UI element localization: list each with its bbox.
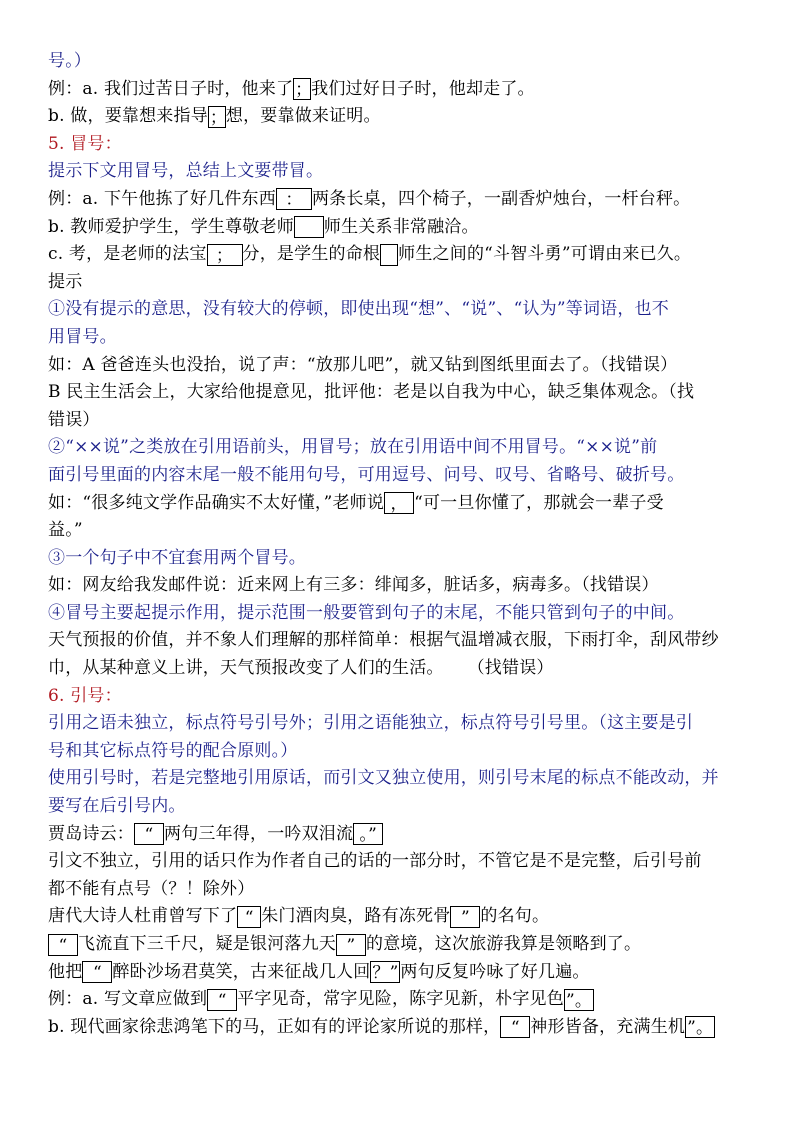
document-page <box>48 48 778 1041</box>
answer-box[interactable] <box>380 244 398 266</box>
text-line: 都不能有点号（？！除外） <box>48 878 255 899</box>
text-line: 他把 “ 醉卧沙场君莫笑，古来征战几人回 ？” 两句反复吟咏了好几遍。 <box>48 961 590 984</box>
text-line: 使用引号时，若是完整地引用原话，而引文又独立使用，则引号末尾的标点不能改动，并 <box>48 768 719 789</box>
text-line: 引文不独立，引用的话只作为作者自己的话的一部分时，不管它是不是完整，后引号前 <box>48 851 702 872</box>
answer-box[interactable]: ？” <box>372 963 399 984</box>
text-line: b. 教师爱护学生，学生尊敬老师 师生关系非常融洽。 <box>48 216 479 237</box>
answer-box[interactable]: ”。 <box>687 1018 714 1039</box>
answer-box[interactable]: ”。 <box>565 990 593 1011</box>
section-heading: 6. 引号： <box>48 685 122 706</box>
text-line: 如：A 爸爸连头也没抬，说了声：“放那儿吧”，就又钻到图纸里面去了。（找错误） <box>48 354 678 375</box>
text-line: 号。） <box>48 51 92 71</box>
text-line: 巾，从某种意义上讲，天气预报改变了人们的生活。 （找错误） <box>48 658 554 679</box>
text-line: 引用之语未独立，标点符号引号外；引用之语能独立，标点符号引号里。（这主要是引 <box>48 713 694 734</box>
answer-box[interactable]: “ <box>207 989 237 1011</box>
answer-box[interactable] <box>294 216 324 238</box>
answer-box[interactable]: ” <box>450 906 480 928</box>
text-line: 如：网友给我发邮件说：近来网上有三多：绯闻多，脏话多，病毒多。（找错误） <box>48 575 659 596</box>
text-line: 例：a. 我们过苦日子时，他来了 ；我们过好日子时，他却走了。 <box>48 78 535 101</box>
text-line: 号和其它标点符号的配合原则。） <box>48 740 298 761</box>
text-line: 提示 <box>48 271 83 292</box>
answer-box[interactable]: ” <box>336 934 366 956</box>
text-line: ④冒号主要起提示作用，提示范围一般要管到句子的末尾，不能只管到句子的中间。 <box>48 602 685 623</box>
text-line: 例：a. 下午他拣了好几件东西 ： 两条长桌，四个椅子，一副香炉烛台，一杆台秤。 <box>48 188 691 211</box>
answer-box[interactable]: “ <box>500 1016 530 1038</box>
text-line: B 民主生活会上，大家给他提意见，批评他：老是以自我为中心，缺乏集体观念。（找 <box>48 382 695 403</box>
text-line: 要写在后引号内。 <box>48 796 186 817</box>
answer-box[interactable]: “ <box>237 906 261 928</box>
text-line: b. 现代画家徐悲鸿笔下的马，正如有的评论家所说的那样， “ 神形皆备，充满生机 ”。 <box>48 1016 714 1039</box>
text-line: b. 做，要靠想来指导 ；想，要靠做来证明。 <box>48 106 381 128</box>
text-line: 如：“很多纯文学作品确实不太好懂，”老师说 ， “可一旦你懂了，那就会一辈子受 <box>48 492 664 514</box>
text-line: 提示下文用冒号，总结上文要带冒。 <box>48 161 324 182</box>
text-line: 贾岛诗云： “ 两句三年得，一吟双泪流 。” <box>48 821 778 849</box>
answer-box[interactable]: “ <box>134 823 164 845</box>
text-line: c. 考，是老师的法宝 ； 分，是学生的命根 师生之间的“斗智斗勇”可谓由来已久。 <box>48 244 692 266</box>
answer-box[interactable]: ； <box>295 80 313 101</box>
answer-box[interactable]: “ <box>82 961 112 983</box>
text-line: 天气预报的价值，并不象人们理解的那样简单：根据气温增减衣服，下雨打伞，刮风带纱 <box>48 630 719 651</box>
section-heading: 5. 冒号： <box>48 133 122 154</box>
answer-box[interactable]: ； <box>209 107 228 128</box>
answer-box[interactable]: ， <box>384 492 414 514</box>
text-line: 面引号里面的内容末尾一般不能用句号，可用逗号、问号、叹号、省略号、破折号。 <box>48 464 685 485</box>
text-line: 用冒号。 <box>48 326 117 347</box>
answer-box[interactable]: ； <box>207 244 243 266</box>
text-line: 错误） <box>48 409 100 430</box>
text-line: ③一个句子中不宜套用两个冒号。 <box>48 547 306 568</box>
text-line: ①没有提示的意思，没有较大的停顿，即使出现“想”、“说”、“认为”等词语，也不 <box>48 299 669 320</box>
text-line: 例：a. 写文章应做到 “ 平字见奇，常字见险，陈字见新，朴字见色 ”。 <box>48 989 593 1011</box>
answer-box[interactable]: ： <box>276 188 312 210</box>
text-line: ②“××说”之类放在引用语前头，用冒号；放在引用语中间不用冒号。“××说”前 <box>48 437 658 458</box>
text-line: “ 飞流直下三千尺，疑是银河落九天 ” 的意境，这次旅游我算是领略到了。 <box>48 931 778 959</box>
answer-box[interactable]: “ <box>48 934 78 956</box>
text-line: 益。” <box>48 520 83 541</box>
answer-box[interactable]: 。” <box>353 823 383 845</box>
text-line: 唐代大诗人杜甫曾写下了 “ 朱门酒肉臭，路有冻死骨 ” 的名句。 <box>48 906 550 928</box>
